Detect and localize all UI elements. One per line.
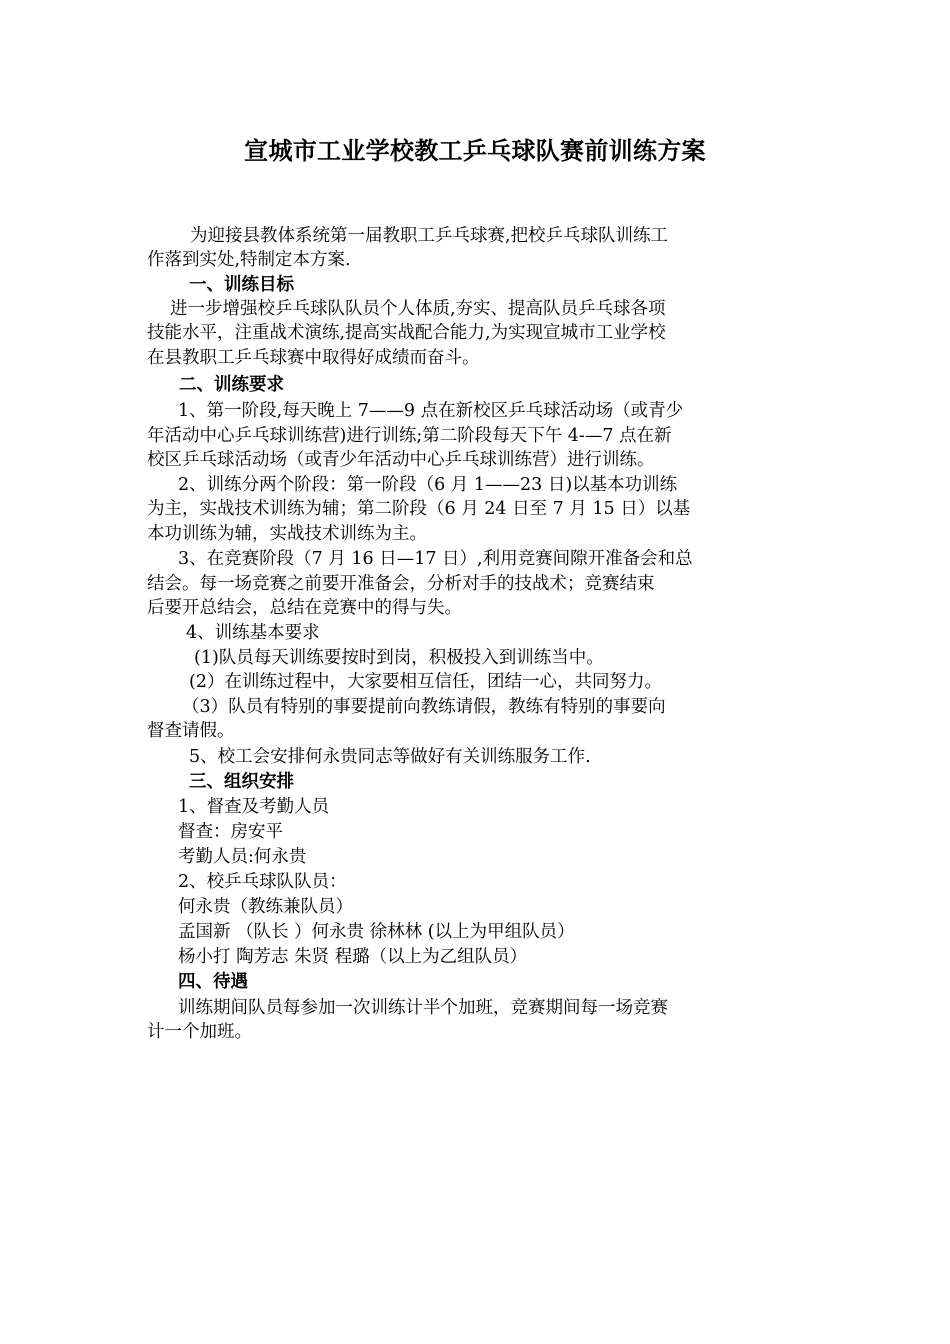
paragraph-line: 为迎接县教体系统第一届教职工乒乓球赛,把校乒乓球队训练工 <box>190 226 669 246</box>
paragraph-line: 在县教职工乒乓球赛中取得好成绩而奋斗。 <box>147 348 480 368</box>
paragraph-line: 作落到实处,特制定本方案. <box>147 250 351 270</box>
paragraph-line: 何永贵（教练兼队员） <box>178 897 353 917</box>
page-title: 宣城市工业学校教工乒乓球队赛前训练方案 <box>244 137 706 165</box>
paragraph-line: 进一步增强校乒乓球队队员个人体质,夯实、提高队员乒乓球各项 <box>170 299 666 319</box>
paragraph-line: 3、在竞赛阶段（7 月 16 日—17 日）,利用竞赛间隙开准备会和总 <box>178 549 693 569</box>
paragraph-line: 结会。每一场竞赛之前要开准备会，分析对手的技战术；竞赛结束 <box>147 574 655 594</box>
paragraph-line: 5、校工会安排何永贵同志等做好有关训练服务工作. <box>189 747 591 767</box>
paragraph-line: 督查请假。 <box>147 721 235 741</box>
section-heading: 一、训练目标 <box>189 275 294 295</box>
section-heading: 四、待遇 <box>178 972 248 992</box>
paragraph-line: （3）队员有特别的事要提前向教练请假，教练有特别的事要向 <box>182 697 666 717</box>
paragraph-line: 1、第一阶段,每天晚上 7——9 点在新校区乒乓球活动场（或青少 <box>178 401 684 421</box>
paragraph-line: 督查：房安平 <box>178 822 283 842</box>
paragraph-line: 2、训练分两个阶段：第一阶段（6 月 1——23 日)以基本功训练 <box>178 475 678 495</box>
paragraph-line: 考勤人员:何永贵 <box>178 847 307 867</box>
paragraph-line: 2、校乒乓球队队员： <box>178 872 347 892</box>
paragraph-line: (1)队员每天训练要按时到岗，积极投入到训练当中。 <box>194 648 604 668</box>
section-heading: 三、组织安排 <box>189 772 294 792</box>
paragraph-line: 本功训练为辅，实战技术训练为主。 <box>147 524 427 544</box>
paragraph-line: 1、督查及考勤人员 <box>178 797 330 817</box>
paragraph-line: (2）在训练过程中，大家要相互信任，团结一心，共同努力。 <box>189 672 662 692</box>
paragraph-line: 4、训练基本要求 <box>186 623 320 643</box>
paragraph-line: 训练期间队员每参加一次训练计半个加班，竞赛期间每一场竞赛 <box>178 998 668 1018</box>
paragraph-line: 校区乒乓球活动场（或青少年活动中心乒乓球训练营）进行训练。 <box>147 450 655 470</box>
paragraph-line: 孟国新 （队长 ）何永贵 徐林林 (以上为甲组队员） <box>178 922 575 942</box>
paragraph-line: 技能水平，注重战术演练,提高实战配合能力,为实现宣城市工业学校 <box>147 323 666 343</box>
paragraph-line: 后要开总结会，总结在竞赛中的得与失。 <box>147 598 462 618</box>
paragraph-line: 计一个加班。 <box>147 1022 252 1042</box>
paragraph-line: 年活动中心乒乓球训练营)进行训练;第二阶段每天下午 4-—7 点在新 <box>147 426 672 446</box>
paragraph-line: 杨小打 陶芳志 朱贤 程璐（以上为乙组队员） <box>178 947 528 967</box>
section-heading: 二、训练要求 <box>179 375 284 395</box>
paragraph-line: 为主，实战技术训练为辅；第二阶段（6 月 24 日至 7 月 15 日）以基 <box>147 499 691 519</box>
